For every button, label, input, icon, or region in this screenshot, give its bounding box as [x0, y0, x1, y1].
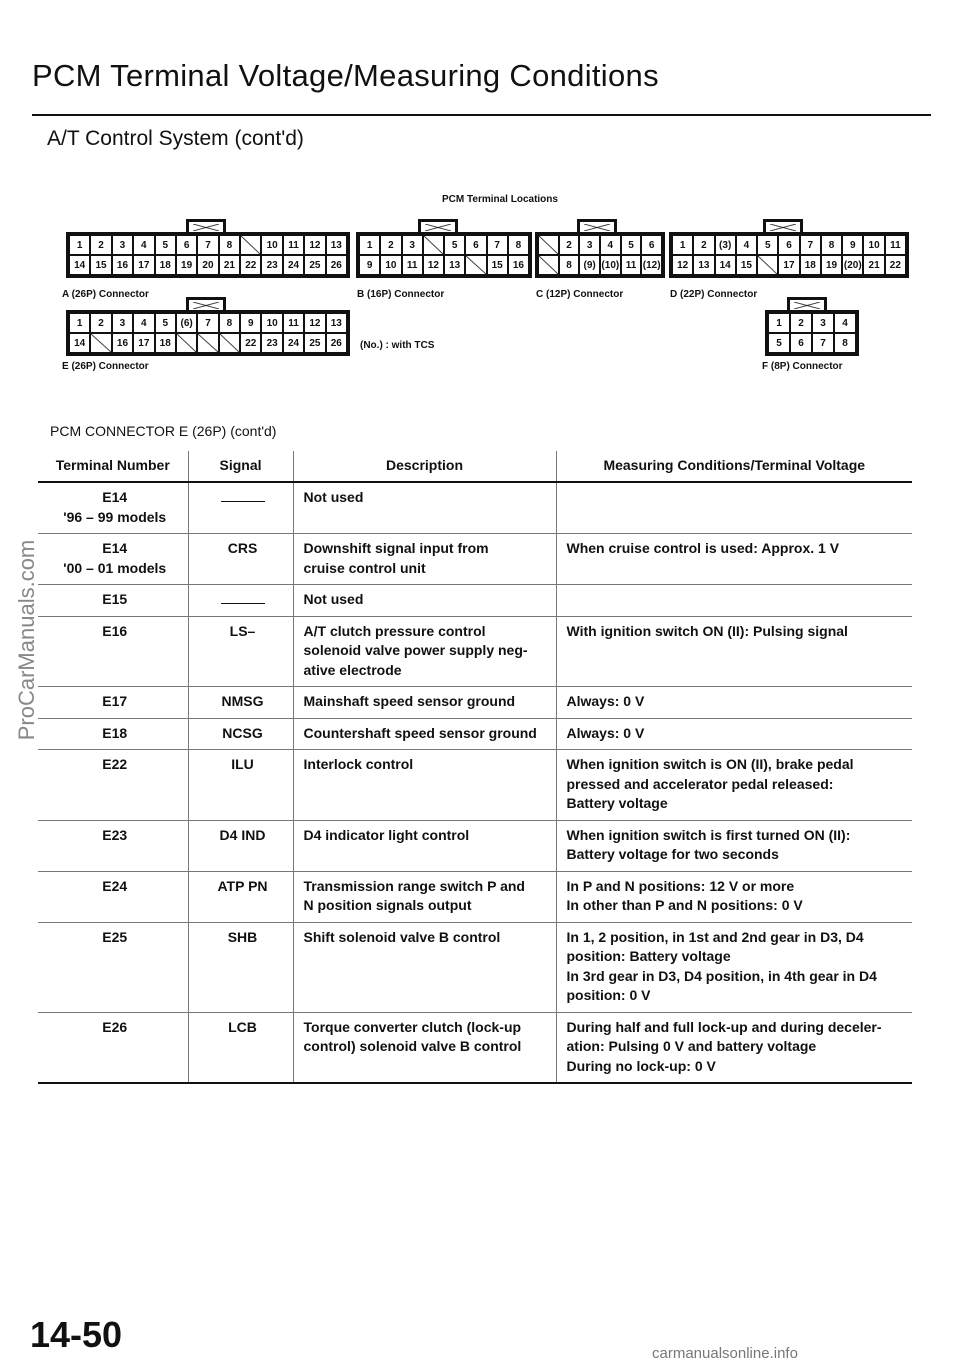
connector-pin: 11: [402, 255, 423, 275]
not-used-dash: [221, 603, 265, 604]
conditions-cell: [556, 616, 912, 687]
connector-pin: 19: [176, 255, 197, 275]
connector-pin: 2: [693, 235, 714, 255]
conditions-cell-line: In 3rd gear in D3, D4 position, in 4th gear in D4: [566, 967, 877, 984]
terminal-number-cell-line: '00 – 01 models: [63, 559, 167, 576]
connector-pin: 21: [863, 255, 884, 275]
connector-pin: 9: [359, 255, 380, 275]
connector-pin: 24: [283, 255, 304, 275]
connector-pin: 4: [133, 235, 154, 255]
terminal-number-cell-line: E24: [102, 877, 128, 894]
description-cell-line: Downshift signal input from: [303, 540, 489, 556]
connector-pin: 16: [112, 333, 133, 353]
connector-pin: [538, 255, 559, 275]
connector-pin: 5: [757, 235, 778, 255]
description-cell-line: D4 indicator light control: [303, 826, 470, 843]
connector-pin: 14: [715, 255, 736, 275]
signal-cell: [188, 616, 293, 687]
connector-c: [535, 232, 665, 278]
not-used-dash: [221, 501, 265, 502]
description-cell-line: Countershaft speed sensor ground: [303, 724, 537, 741]
table-header-row: [38, 451, 912, 482]
conditions-cell-line: During no lock-up: 0 V: [566, 1057, 716, 1074]
connector-pin: 18: [155, 255, 176, 275]
table-row: [38, 871, 912, 922]
signal-name: LS–: [229, 622, 256, 639]
connector-pin: 17: [133, 333, 154, 353]
connector-pin: 3: [402, 235, 423, 255]
table-row: [38, 482, 912, 534]
terminal-number-cell-line: E22: [102, 756, 128, 772]
connector-pin: [176, 333, 197, 353]
connector-pin: 11: [621, 255, 642, 275]
conditions-cell-line: ation: Pulsing 0 V and battery voltage: [566, 1038, 817, 1054]
connector-pin: 10: [380, 255, 401, 275]
connector-pin: (12): [641, 255, 662, 275]
connector-pin: 8: [219, 313, 240, 333]
connector-pin: 12: [672, 255, 693, 275]
terminal-number-cell: [38, 687, 188, 719]
connector-pin: 10: [261, 313, 282, 333]
conditions-cell: [556, 922, 912, 1012]
signal-name: CRS: [227, 540, 258, 556]
connector-c-label: C (12P) Connector: [536, 289, 624, 300]
terminal-number-cell: [38, 616, 188, 687]
connector-pin: 8: [508, 235, 529, 255]
conditions-cell-line: position: 0 V: [566, 987, 651, 1003]
connector-a: [66, 232, 350, 278]
description-cell-line: Mainshaft speed sensor ground: [303, 693, 516, 709]
connector-pin: 14: [69, 333, 90, 353]
connector-pin: 12: [423, 255, 444, 275]
description-cell-line: Transmission range switch P and: [303, 877, 525, 894]
connector-pin: 13: [326, 235, 347, 255]
description-cell-line: solenoid valve power supply neg-: [303, 642, 528, 658]
connector-f-label: F (8P) Connector: [762, 361, 843, 372]
terminal-number-cell-line: E16: [102, 622, 128, 639]
connector-pin: 3: [112, 235, 133, 255]
connector-pin: 16: [112, 255, 133, 275]
connector-pin: 17: [133, 255, 154, 275]
signal-cell: [188, 1012, 293, 1083]
connector-pin: [538, 235, 559, 255]
description-cell: [293, 718, 556, 750]
connector-pin: 11: [283, 235, 304, 255]
terminal-number-cell-line: E14: [102, 489, 128, 505]
connector-pin: 6: [465, 235, 486, 255]
connector-latch: [763, 219, 803, 232]
watermark: [12, 470, 42, 810]
connector-pin: 21: [219, 255, 240, 275]
connector-pin: [197, 333, 218, 353]
connector-pin: 8: [821, 235, 842, 255]
conditions-cell: [556, 1012, 912, 1083]
connector-pin: [240, 235, 261, 255]
connector-pin-grid: [669, 232, 909, 278]
connector-latch: [186, 297, 226, 310]
conditions-cell: [556, 820, 912, 871]
signal-cell: [188, 534, 293, 585]
signal-name: D4 IND: [219, 826, 266, 843]
terminal-number-cell: [38, 922, 188, 1012]
connector-pin: 6: [790, 333, 812, 353]
connector-pin: 2: [380, 235, 401, 255]
terminal-number-cell-line: '96 – 99 models: [63, 508, 167, 525]
connector-pin: 3: [812, 313, 834, 333]
connector-b-label: B (16P) Connector: [357, 289, 445, 300]
conditions-cell-line: Always: 0 V: [566, 724, 645, 741]
connector-e-label: E (26P) Connector: [62, 361, 149, 372]
description-cell-line: Shift solenoid valve B control: [303, 928, 501, 945]
connector-pin: 1: [69, 235, 90, 255]
connector-pin: 4: [600, 235, 621, 255]
connector-pin: 1: [672, 235, 693, 255]
locations-title: PCM Terminal Locations: [442, 194, 558, 205]
description-cell: [293, 820, 556, 871]
header-terminal-number: Terminal Number: [38, 451, 188, 482]
connector-pin: 18: [155, 333, 176, 353]
table-row: [38, 687, 912, 719]
connector-latch: [787, 297, 827, 310]
description-cell-line: Not used: [303, 489, 364, 505]
conditions-cell-line: Battery voltage for two seconds: [566, 846, 779, 862]
signal-name: ILU: [231, 756, 254, 772]
terminal-number-cell-line: E26: [102, 1018, 128, 1035]
connector-pin: 12: [304, 235, 325, 255]
connector-pin: 7: [800, 235, 821, 255]
connector-pin: 20: [197, 255, 218, 275]
connector-pin: 13: [326, 313, 347, 333]
connector-pin: 15: [90, 255, 111, 275]
connector-pin: 3: [112, 313, 133, 333]
terminal-number-cell: [38, 820, 188, 871]
connector-pin: [423, 235, 444, 255]
conditions-cell-line: In 1, 2 position, in 1st and 2nd gear in D3, D4: [566, 928, 864, 945]
connector-b: [356, 232, 532, 278]
connector-pin: 22: [885, 255, 906, 275]
table-row: [38, 585, 912, 617]
signal-cell: [188, 750, 293, 821]
table-row: [38, 922, 912, 1012]
description-cell: [293, 871, 556, 922]
description-cell: [293, 534, 556, 585]
signal-name: SHB: [227, 928, 258, 945]
description-cell-line: Torque converter clutch (lock-up: [303, 1018, 522, 1035]
conditions-cell: [556, 482, 912, 534]
connector-pin-grid: [66, 232, 350, 278]
connector-pin: 7: [812, 333, 834, 353]
connector-pin: 1: [69, 313, 90, 333]
terminal-number-cell: [38, 534, 188, 585]
terminal-number-cell: [38, 1012, 188, 1083]
table-row: [38, 534, 912, 585]
table-row: [38, 616, 912, 687]
connector-pin: 25: [304, 333, 325, 353]
connector-pin: 8: [219, 235, 240, 255]
connector-pin: 5: [444, 235, 465, 255]
signal-cell: [188, 820, 293, 871]
description-cell-line: cruise control unit: [303, 559, 426, 576]
conditions-cell-line: pressed and accelerator pedal released:: [566, 775, 834, 792]
connector-a-label: A (26P) Connector: [62, 289, 149, 300]
connector-pin: 2: [90, 235, 111, 255]
connector-pin: 24: [283, 333, 304, 353]
connector-pin: 1: [768, 313, 790, 333]
connector-pin: 23: [261, 255, 282, 275]
conditions-cell-line: position: Battery voltage: [566, 948, 731, 964]
connector-pin: 6: [641, 235, 662, 255]
connector-d: [669, 232, 909, 278]
conditions-cell-line: In P and N positions: 12 V or more: [566, 877, 795, 894]
terminal-number-cell: [38, 718, 188, 750]
table-row: [38, 750, 912, 821]
description-cell-line: ative electrode: [303, 661, 402, 678]
connector-pin: 3: [579, 235, 600, 255]
description-cell-line: Not used: [303, 591, 364, 607]
connector-pin: (3): [715, 235, 736, 255]
page-number: 14-50: [30, 1314, 123, 1355]
connector-pin: [757, 255, 778, 275]
terminal-number-cell-line: E18: [102, 724, 128, 741]
description-cell: [293, 1012, 556, 1083]
connector-pin: 6: [778, 235, 799, 255]
connector-pin-grid: [66, 310, 350, 356]
connector-pin: 16: [508, 255, 529, 275]
conditions-cell: [556, 718, 912, 750]
description-cell: [293, 687, 556, 719]
terminal-number-cell-line: E15: [102, 591, 128, 607]
signal-name: LCB: [228, 1018, 257, 1035]
conditions-cell: [556, 585, 912, 617]
connector-pin: 4: [834, 313, 856, 333]
connector-pin: 8: [834, 333, 856, 353]
terminal-number-cell: [38, 585, 188, 617]
connector-pin: 8: [559, 255, 580, 275]
conditions-cell-line: In other than P and N positions: 0 V: [566, 897, 803, 913]
connector-pin: 22: [240, 255, 261, 275]
conditions-cell-line: With ignition switch ON (II): Pulsing signal: [566, 622, 848, 639]
footer-site: carmanualsonline.info: [652, 1345, 798, 1362]
connector-pin: 7: [487, 235, 508, 255]
connector-pin: 9: [842, 235, 863, 255]
connector-pin: [219, 333, 240, 353]
connector-pin: 10: [261, 235, 282, 255]
header-measuring-conditions: Measuring Conditions/Terminal Voltage: [556, 451, 912, 482]
connector-pin: (9): [579, 255, 600, 275]
header-signal: Signal: [188, 451, 293, 482]
table-body: [38, 482, 912, 1083]
header-description: Description: [293, 451, 556, 482]
connector-pin: 11: [885, 235, 906, 255]
connector-pin: 7: [197, 313, 218, 333]
conditions-cell-line: Battery voltage: [566, 795, 668, 811]
terminal-number-cell-line: E23: [102, 826, 128, 843]
tcs-note: (No.) : with TCS: [360, 340, 435, 351]
signal-name: ATP PN: [217, 877, 268, 894]
connector-pin: 4: [133, 313, 154, 333]
signal-cell: [188, 871, 293, 922]
connector-pin: 26: [326, 255, 347, 275]
connector-pin: 2: [90, 313, 111, 333]
signal-cell: [188, 585, 293, 617]
conditions-cell: [556, 534, 912, 585]
connector-pin: [90, 333, 111, 353]
conditions-cell: [556, 871, 912, 922]
watermark-text: ProCarManuals.com: [14, 539, 39, 741]
connector-pin: 11: [283, 313, 304, 333]
connector-f: [765, 310, 859, 356]
connector-latch: [577, 219, 617, 232]
connector-pin: 15: [736, 255, 757, 275]
table-row: [38, 820, 912, 871]
description-cell: [293, 482, 556, 534]
connector-pin: 1: [359, 235, 380, 255]
description-cell: [293, 750, 556, 821]
terminal-number-cell: [38, 871, 188, 922]
signal-cell: [188, 718, 293, 750]
description-cell: [293, 616, 556, 687]
signal-cell: [188, 922, 293, 1012]
connector-pin: 23: [261, 333, 282, 353]
connector-pin-grid: [356, 232, 532, 278]
description-cell: [293, 922, 556, 1012]
connector-pin: (20): [842, 255, 863, 275]
description-cell-line: control) solenoid valve B control: [303, 1038, 522, 1054]
terminal-number-cell-line: E17: [102, 693, 128, 709]
terminal-number-cell: [38, 482, 188, 534]
signal-name: NCSG: [222, 724, 263, 741]
signal-name: NMSG: [221, 693, 264, 709]
connector-pin: 10: [863, 235, 884, 255]
signal-cell: [188, 482, 293, 534]
conditions-cell-line: When ignition switch is first turned ON (II):: [566, 826, 851, 843]
conditions-cell-line: When cruise control is used: Approx. 1 V: [566, 540, 840, 556]
connector-pin: 25: [304, 255, 325, 275]
connector-pin-grid: [765, 310, 859, 356]
terminal-number-cell: [38, 750, 188, 821]
section-subtitle: A/T Control System (cont'd): [47, 127, 304, 150]
connector-pin: 18: [800, 255, 821, 275]
connector-pin: 26: [326, 333, 347, 353]
connector-pin: 6: [176, 235, 197, 255]
connector-pin: 7: [197, 235, 218, 255]
connector-pin: 5: [155, 313, 176, 333]
conditions-cell-line: During half and full lock-up and during deceler-: [566, 1018, 882, 1035]
terminal-number-cell-line: E25: [102, 928, 128, 945]
connector-pin: 13: [444, 255, 465, 275]
description-cell-line: N position signals output: [303, 897, 472, 913]
conditions-cell-line: Always: 0 V: [566, 693, 645, 709]
connector-pin: 15: [487, 255, 508, 275]
connector-pin: 17: [778, 255, 799, 275]
connector-pin: 5: [621, 235, 642, 255]
connector-pin: (6): [176, 313, 197, 333]
connector-e: [66, 310, 350, 356]
description-cell-line: A/T clutch pressure control: [303, 622, 486, 639]
conditions-cell-line: When ignition switch is ON (II), brake pedal: [566, 756, 854, 772]
connector-pin: 14: [69, 255, 90, 275]
connector-pin: 2: [790, 313, 812, 333]
connector-pin: 19: [821, 255, 842, 275]
connector-latch: [186, 219, 226, 232]
connector-pin: 4: [736, 235, 757, 255]
connector-latch: [418, 219, 458, 232]
connector-pin: 12: [304, 313, 325, 333]
description-cell: [293, 585, 556, 617]
terminal-table: [38, 451, 912, 1084]
conditions-cell: [556, 687, 912, 719]
description-cell-line: Interlock control: [303, 756, 414, 772]
connector-pin: (10): [600, 255, 621, 275]
table-row: [38, 1012, 912, 1083]
page-title: PCM Terminal Voltage/Measuring Conditions: [32, 58, 659, 93]
connector-section-label: PCM CONNECTOR E (26P) (cont'd): [50, 423, 277, 439]
connector-pin: [465, 255, 486, 275]
connector-pin: 5: [155, 235, 176, 255]
connector-pin: 13: [693, 255, 714, 275]
connector-pin: 5: [768, 333, 790, 353]
connector-pin: 2: [559, 235, 580, 255]
conditions-cell: [556, 750, 912, 821]
terminal-number-cell-line: E14: [102, 540, 128, 556]
connector-pin-grid: [535, 232, 665, 278]
connector-pin: 22: [240, 333, 261, 353]
table-row: [38, 718, 912, 750]
title-divider: [32, 114, 931, 116]
connector-pin: 9: [240, 313, 261, 333]
connector-d-label: D (22P) Connector: [670, 289, 758, 300]
signal-cell: [188, 687, 293, 719]
